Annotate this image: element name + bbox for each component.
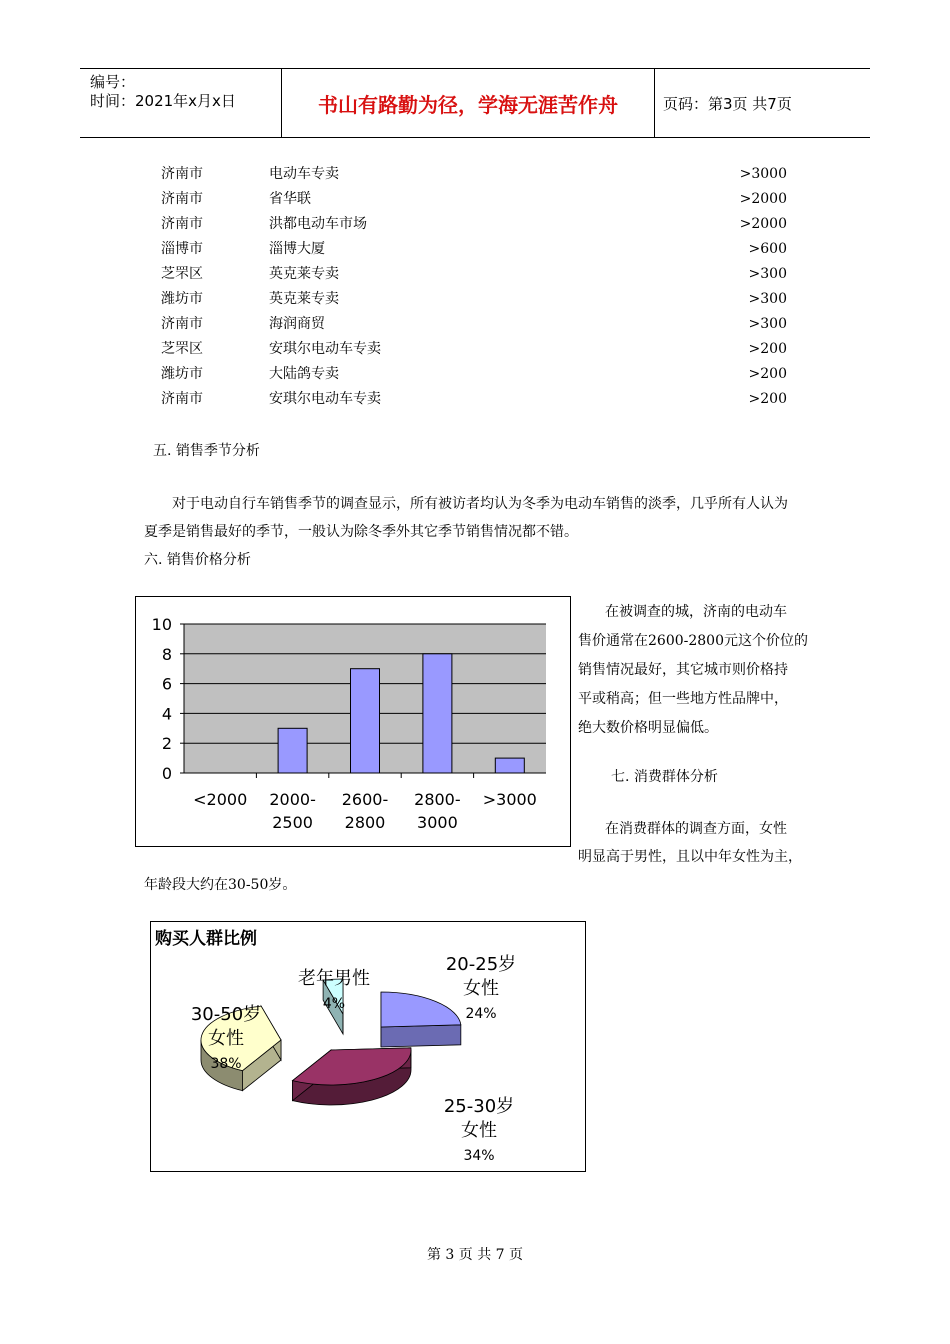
table-store: 电动车专卖	[269, 166, 339, 182]
section7-side-line2: 明显高于男性，且以中年女性为主，	[578, 849, 802, 865]
section7-side-line1: 在消费群体的调查方面，女性	[605, 821, 787, 837]
table-city: 淄博市	[161, 241, 203, 257]
y-tick-label: 6	[161, 674, 172, 694]
table-row	[0, 337, 950, 362]
table-city: 济南市	[161, 391, 203, 407]
y-tick-label: 2	[161, 734, 172, 754]
table-store: 省华联	[269, 191, 311, 207]
header-meta	[80, 69, 280, 137]
x-tick-label: 3000	[417, 813, 458, 832]
section7-heading: 七. 消费群体分析	[611, 769, 718, 785]
section6-side-line: 绝大数价格明显偏低。	[578, 720, 718, 736]
pie-slice-label: 女性	[463, 978, 499, 999]
section6-heading: 六. 销售价格分析	[144, 552, 251, 568]
time-label: 时间：2021年x月x日	[90, 92, 236, 110]
table-row	[0, 362, 950, 387]
table-value: >300	[748, 266, 787, 282]
section6-side-line: 售价通常在2600-2800元这个价位的	[578, 633, 808, 649]
pie-slice-label: 34%	[463, 1148, 495, 1164]
pie-slice-label: 30-50岁	[190, 1004, 262, 1025]
table-store: 淄博大厦	[269, 241, 325, 257]
table-row	[0, 262, 950, 287]
table-value: >300	[748, 316, 787, 332]
table-city: 潍坊市	[161, 291, 203, 307]
table-value: >2000	[739, 216, 787, 232]
table-row	[0, 237, 950, 262]
table-row	[0, 287, 950, 312]
pie-slice-wall	[381, 1025, 461, 1047]
table-value: >300	[748, 291, 787, 307]
table-value: >3000	[739, 166, 787, 182]
x-tick-label: 2000-	[269, 790, 316, 809]
table-row	[0, 187, 950, 212]
table-row	[0, 162, 950, 187]
bar	[351, 669, 380, 773]
section6-side-line: 销售情况最好，其它城市则价格持	[578, 662, 788, 678]
table-value: >200	[748, 366, 787, 382]
table-store: 海润商贸	[269, 316, 325, 332]
bar	[423, 654, 452, 773]
pie-title: 购买人群比例	[155, 929, 257, 949]
x-tick-label: >3000	[482, 790, 537, 809]
motto: 书山有路勤为径，学海无涯苦作舟	[281, 69, 655, 137]
bar	[495, 758, 524, 773]
price-bar-chart	[135, 596, 571, 847]
y-tick-label: 4	[161, 704, 172, 724]
section5-para-line2: 夏季是销售最好的季节，一般认为除冬季外其它季节销售情况都不错。	[144, 524, 578, 540]
pie-slice-label: 老年男性	[298, 968, 370, 989]
page-footer: 第 3 页 共 7 页	[426, 1247, 524, 1263]
section5-para-line1: 对于电动自行车销售季节的调查显示，所有被访者均认为冬季为电动车销售的淡季，几乎所有人认为	[172, 496, 788, 512]
pie-slice-label: 24%	[465, 1006, 497, 1022]
section6-side-line: 在被调查的城，济南的电动车	[605, 604, 787, 620]
pie-slice-label: 女性	[461, 1120, 497, 1141]
number-label: 编号：	[90, 73, 136, 91]
table-store: 安琪尔电动车专卖	[269, 341, 381, 357]
table-row	[0, 312, 950, 337]
table-city: 济南市	[161, 191, 203, 207]
page-header	[80, 68, 870, 138]
pie-slice-label: 4%	[322, 996, 346, 1012]
pie-slice-label: 20-25岁	[445, 954, 517, 975]
table-row	[0, 387, 950, 412]
buyer-pie-chart-svg	[151, 922, 585, 1171]
y-tick-label: 8	[161, 644, 172, 664]
y-tick-label: 0	[161, 764, 172, 783]
price-bar-chart-svg	[136, 597, 570, 846]
page-label: 页码：第3页 共7页	[663, 94, 792, 113]
x-tick-label: 2600-	[341, 790, 389, 809]
table-city: 芝罘区	[161, 266, 203, 282]
section5-heading: 五. 销售季节分析	[153, 443, 260, 459]
pie-slice-label: 25-30岁	[443, 1096, 515, 1117]
pie-slice-label: 女性	[208, 1028, 244, 1049]
pie-slice	[381, 992, 461, 1027]
section6-side-line: 平或稍高；但一些地方性品牌中，	[578, 691, 788, 707]
y-tick-label: 10	[151, 615, 172, 634]
x-tick-label: 2500	[272, 813, 313, 832]
table-store: 安琪尔电动车专卖	[269, 391, 381, 407]
table-value: >200	[748, 341, 787, 357]
table-store: 洪都电动车市场	[269, 216, 367, 232]
table-city: 芝罘区	[161, 341, 203, 357]
table-city: 济南市	[161, 316, 203, 332]
section7-line3: 年龄段大约在30-50岁。	[144, 877, 297, 893]
table-value: >2000	[739, 191, 787, 207]
table-city: 潍坊市	[161, 366, 203, 382]
table-value: >600	[748, 241, 787, 257]
pie-slice-label: 38%	[210, 1056, 242, 1072]
table-store: 英克莱专卖	[269, 291, 339, 307]
x-tick-label: 2800-	[414, 790, 461, 809]
table-store: 大陆鸽专卖	[269, 366, 339, 382]
table-store: 英克莱专卖	[269, 266, 339, 282]
table-row	[0, 212, 950, 237]
bar	[278, 728, 307, 773]
x-tick-label: 2800	[344, 813, 386, 832]
buyer-pie-chart	[150, 921, 586, 1172]
x-tick-label: <2000	[193, 790, 248, 809]
table-city: 济南市	[161, 216, 203, 232]
table-value: >200	[748, 391, 787, 407]
table-city: 济南市	[161, 166, 203, 182]
